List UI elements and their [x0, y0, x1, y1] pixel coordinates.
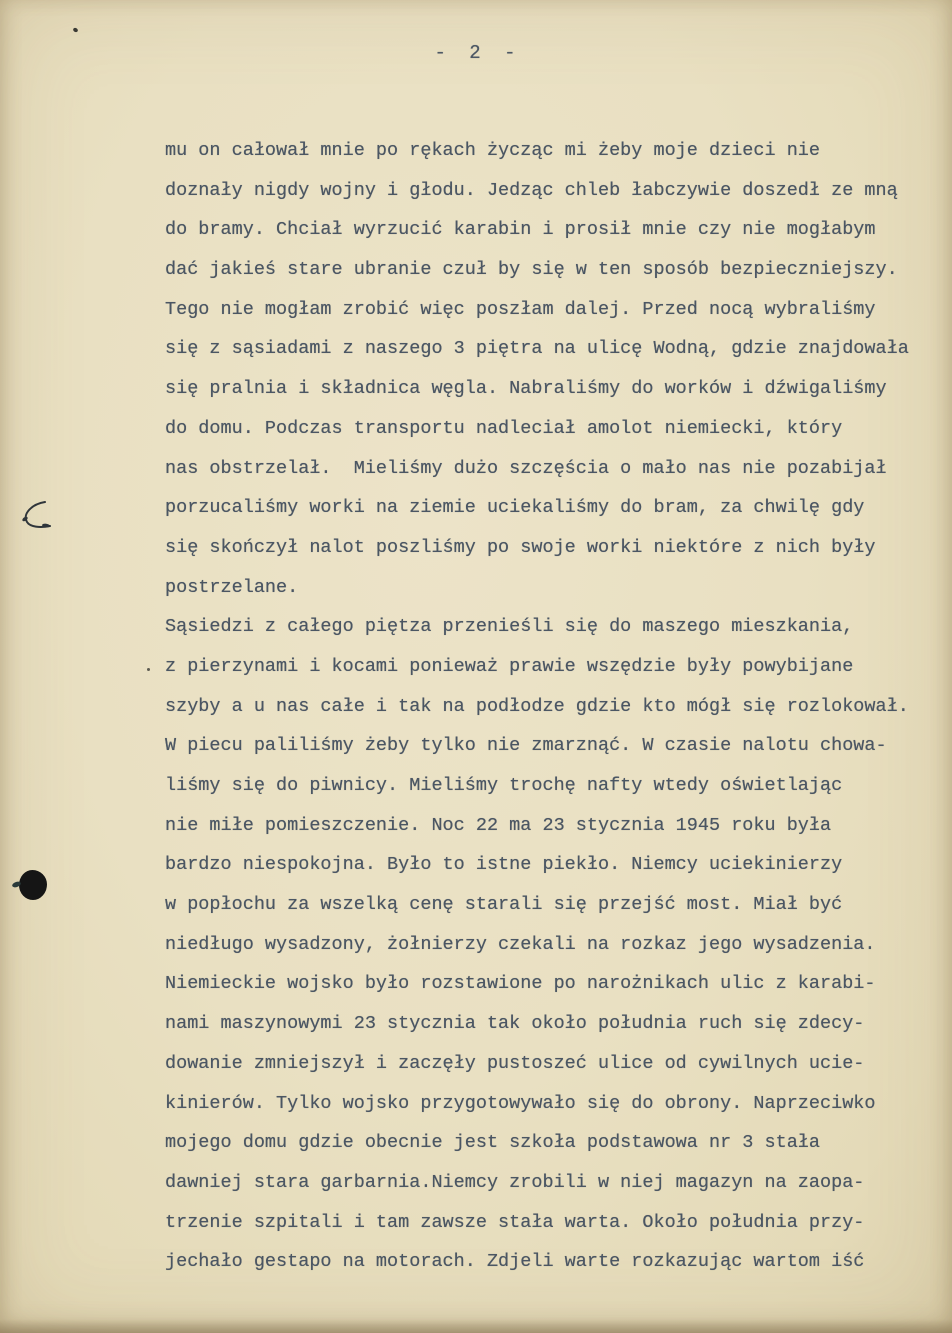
pen-hook-mark	[16, 498, 56, 538]
typewritten-line: nas obstrzelał. Mieliśmy dużo szczęścia o mało nas nie pozabijał	[165, 457, 887, 479]
paper-speck	[72, 27, 78, 33]
typewritten-line: postrzelane.	[165, 576, 299, 598]
typewritten-line: dać jakieś stare ubranie czuł by się w ten sposób bezpieczniejszy.	[165, 259, 898, 281]
typewritten-line: kinierów. Tylko wojsko przygotowywało się do obrony. Naprzeciwko	[165, 1092, 876, 1114]
paper-speck	[147, 668, 150, 671]
typewritten-line: się skończył nalot poszliśmy po swoje worki niektóre z nich były	[165, 536, 876, 558]
page-number: - 2 -	[434, 42, 518, 64]
typewritten-line: Sąsiedzi z całego piętza przenieśli się do maszego mieszkania,	[165, 616, 854, 638]
ink-blot-mark	[19, 870, 47, 900]
typewritten-line: mu on całował mnie po rękach życząc mi żeby moje dzieci nie	[165, 140, 821, 161]
typewritten-line: w popłochu za wszelką cenę starali się przejść most. Miał być	[165, 894, 843, 916]
typewritten-line: dawniej stara garbarnia.Niemcy zrobili w niej magazyn na zaopa-	[165, 1171, 865, 1193]
typewritten-line: się pralnia i składnica węgla. Nabraliśmy do worków i dźwigaliśmy	[165, 378, 887, 400]
typewritten-line: do domu. Podczas transportu nadleciał amolot niemiecki, który	[165, 417, 843, 439]
typewritten-line: Tego nie mogłam zrobić więc poszłam dalej. Przed nocą wybraliśmy	[165, 298, 876, 320]
typewritten-line: trzenie szpitali i tam zawsze stała warta. Około południa przy-	[165, 1211, 865, 1233]
typewritten-line: nie miłe pomieszczenie. Noc 22 ma 23 stycznia 1945 roku była	[165, 814, 832, 836]
typewritten-line: do bramy. Chciał wyrzucić karabin i prosił mnie czy nie mogłabym	[165, 219, 876, 241]
typewritten-line: szyby a u nas całe i tak na podłodze gdzie kto mógł się rozlokował.	[165, 695, 909, 717]
typewritten-line: się z sąsiadami z naszego 3 piętra na ulicę Wodną, gdzie znajdowała	[165, 338, 909, 360]
typewritten-line: porzucaliśmy worki na ziemie uciekaliśmy do bram, za chwilę gdy	[165, 497, 865, 519]
typewritten-line: jechało gestapo na motorach. Zdjeli warte rozkazując wartom iść	[165, 1251, 865, 1273]
typewritten-line: doznały nigdy wojny i głodu. Jedząc chleb łabczywie doszedł ze mną	[165, 179, 898, 201]
typewritten-line: mojego domu gdzie obecnie jest szkoła podstawowa nr 3 stała	[165, 1132, 821, 1154]
typewritten-line: nami maszynowymi 23 stycznia tak około południa ruch się zdecy-	[165, 1013, 865, 1035]
typewritten-text-block	[165, 131, 940, 1282]
typewritten-line: dowanie zmniejszył i zaczęły pustoszeć ulice od cywilnych ucie-	[165, 1052, 865, 1074]
typewritten-line: niedługo wysadzony, żołnierzy czekali na rozkaz jego wysadzenia.	[165, 933, 876, 955]
typewritten-line: bardzo niespokojna. Było to istne piekło. Niemcy uciekinierzy	[165, 854, 843, 876]
typewritten-line: W piecu paliliśmy żeby tylko nie zmarznąć. W czasie nalotu chowa-	[165, 735, 887, 757]
typewritten-line: liśmy się do piwnicy. Mieliśmy trochę nafty wtedy oświetlając	[165, 775, 843, 796]
typewritten-line: Niemieckie wojsko było rozstawione po narożnikach ulic z karabi-	[165, 973, 876, 995]
typewritten-line: z pierzynami i kocami ponieważ prawie wszędzie były powybijane	[165, 655, 854, 677]
